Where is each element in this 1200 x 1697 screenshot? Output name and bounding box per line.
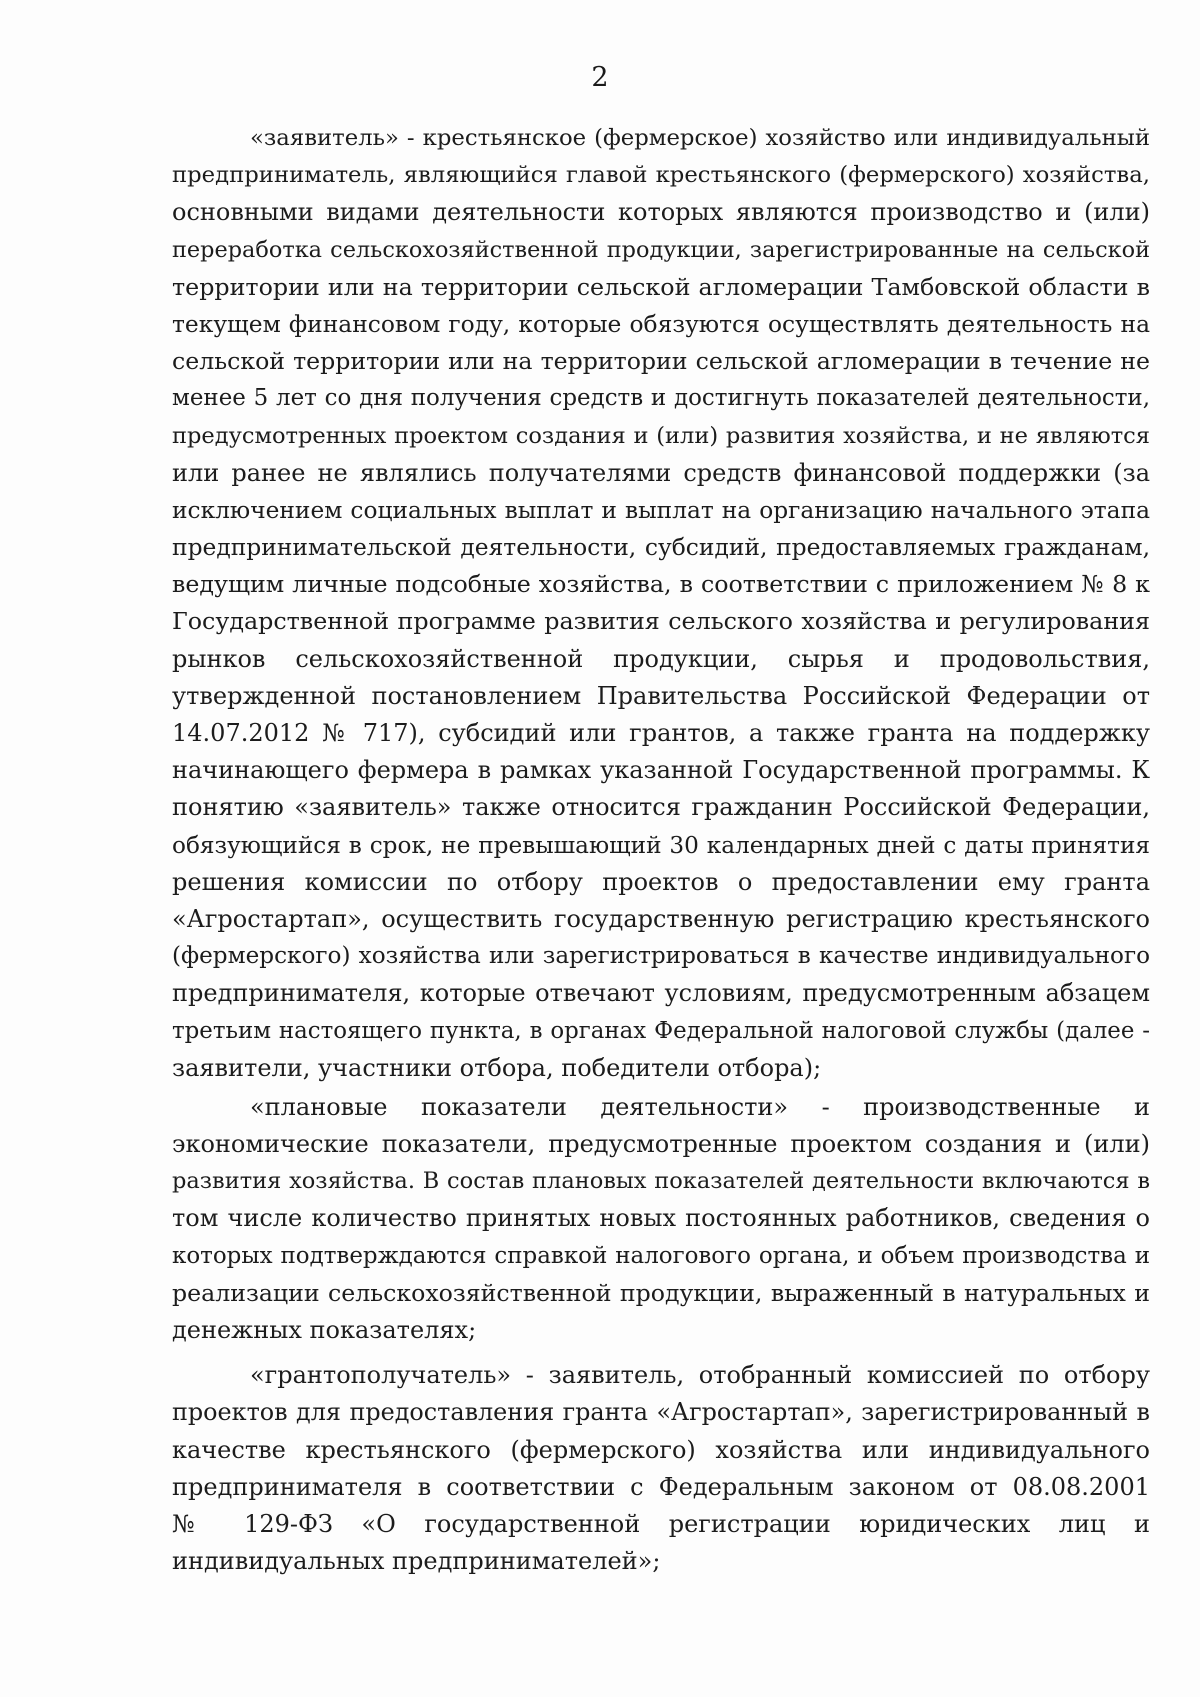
text-line: обязующийся в срок, не превышающий 30 календарных дней с даты принятия: [172, 831, 1150, 859]
text-line: 14.07.2012 № 717), субсидий или грантов, а также гранта на поддержку: [172, 719, 1150, 747]
page-number: 2: [591, 62, 609, 93]
text-line: реализации сельскохозяйственной продукции, выраженный в натуральных и: [172, 1278, 1150, 1307]
paragraph-applicant: [172, 120, 1150, 1087]
text-line: текущем финансовом году, которые обязуются осуществлять деятельность на: [172, 309, 1150, 338]
text-line: основными видами деятельности которых являются производство и (или): [172, 198, 1150, 227]
text-line: или ранее не являлись получателями средств финансовой поддержки (за: [172, 458, 1150, 487]
text-line: понятию «заявитель» также относится гражданин Российской Федерации,: [172, 793, 1150, 822]
text-line: решения комиссии по отбору проектов о предоставлении ему гранта: [172, 867, 1150, 896]
text-line: развития хозяйства. В состав плановых показателей деятельности включаются в: [172, 1168, 1150, 1195]
text-line: менее 5 лет со дня получения средств и достигнуть показателей деятельности,: [172, 385, 1150, 412]
text-line: рынков сельскохозяйственной продукции, сырья и продовольствия,: [172, 644, 1150, 673]
text-line: сельской территории или на территории сельской агломерации в течение не: [172, 347, 1150, 376]
text-line: № 129-ФЗ «О государственной регистрации юридических лиц и: [172, 1509, 1150, 1538]
text-line: денежных показателях;: [172, 1316, 477, 1344]
text-line: «плановые показатели деятельности» - производственные и: [250, 1092, 1150, 1121]
text-line: переработка сельскохозяйственной продукции, зарегистрированные на сельской: [172, 236, 1150, 263]
paragraph-grant-recipient: [172, 1357, 1150, 1580]
text-line: Государственной программе развития сельского хозяйства и регулирования: [172, 607, 1150, 636]
text-line: индивидуальных предпринимателей»;: [172, 1547, 661, 1576]
text-line: том числе количество принятых новых постоянных работников, сведения о: [172, 1204, 1150, 1233]
text-line: «грантополучатель» - заявитель, отобранный комиссией по отбору: [250, 1361, 1150, 1390]
text-line: качестве крестьянского (фермерского) хозяйства или индивидуального: [172, 1435, 1150, 1464]
paragraph-planned-indicators: [172, 1089, 1150, 1349]
body-text: [172, 120, 1150, 1580]
text-line: третьим настоящего пункта, в органах Федеральной налоговой службы (далее -: [172, 1017, 1150, 1044]
text-line: предпринимателя, которые отвечают условиям, предусмотренным абзацем: [172, 979, 1150, 1008]
text-line: (фермерского) хозяйства или зарегистрироваться в качестве индивидуального: [172, 943, 1150, 970]
text-line: «Агростартап», осуществить государственную регистрацию крестьянского: [172, 904, 1150, 933]
text-line: предпринимательской деятельности, субсидий, предоставляемых гражданам,: [172, 533, 1150, 562]
text-line: территории или на территории сельской агломерации Тамбовской области в: [172, 272, 1150, 301]
text-line: исключением социальных выплат и выплат на организацию начального этапа: [172, 496, 1150, 524]
text-line: начинающего фермера в рамках указанной Государственной программы. К: [172, 756, 1150, 785]
text-line: предпринимателя в соответствии с Федеральным законом от 08.08.2001: [172, 1472, 1150, 1501]
text-line: ведущим личные подсобные хозяйства, в соответствии с приложением № 8 к: [172, 570, 1150, 599]
text-line: предусмотренных проектом создания и (или) развития хозяйства, и не являются: [172, 422, 1150, 449]
text-line: экономические показатели, предусмотренные проектом создания и (или): [172, 1130, 1150, 1159]
text-line: утвержденной постановлением Правительства Российской Федерации от: [172, 681, 1150, 710]
text-line: «заявитель» - крестьянское (фермерское) хозяйство или индивидуальный: [250, 125, 1150, 151]
text-line: которых подтверждаются справкой налогового органа, и объем производства и: [172, 1242, 1150, 1269]
text-line: проектов для предоставления гранта «Агростартап», зарегистрированный в: [172, 1398, 1150, 1427]
text-line: предприниматель, являющийся главой крестьянского (фермерского) хозяйства,: [172, 162, 1150, 189]
text-line: заявители, участники отбора, победители отбора);: [172, 1053, 822, 1082]
